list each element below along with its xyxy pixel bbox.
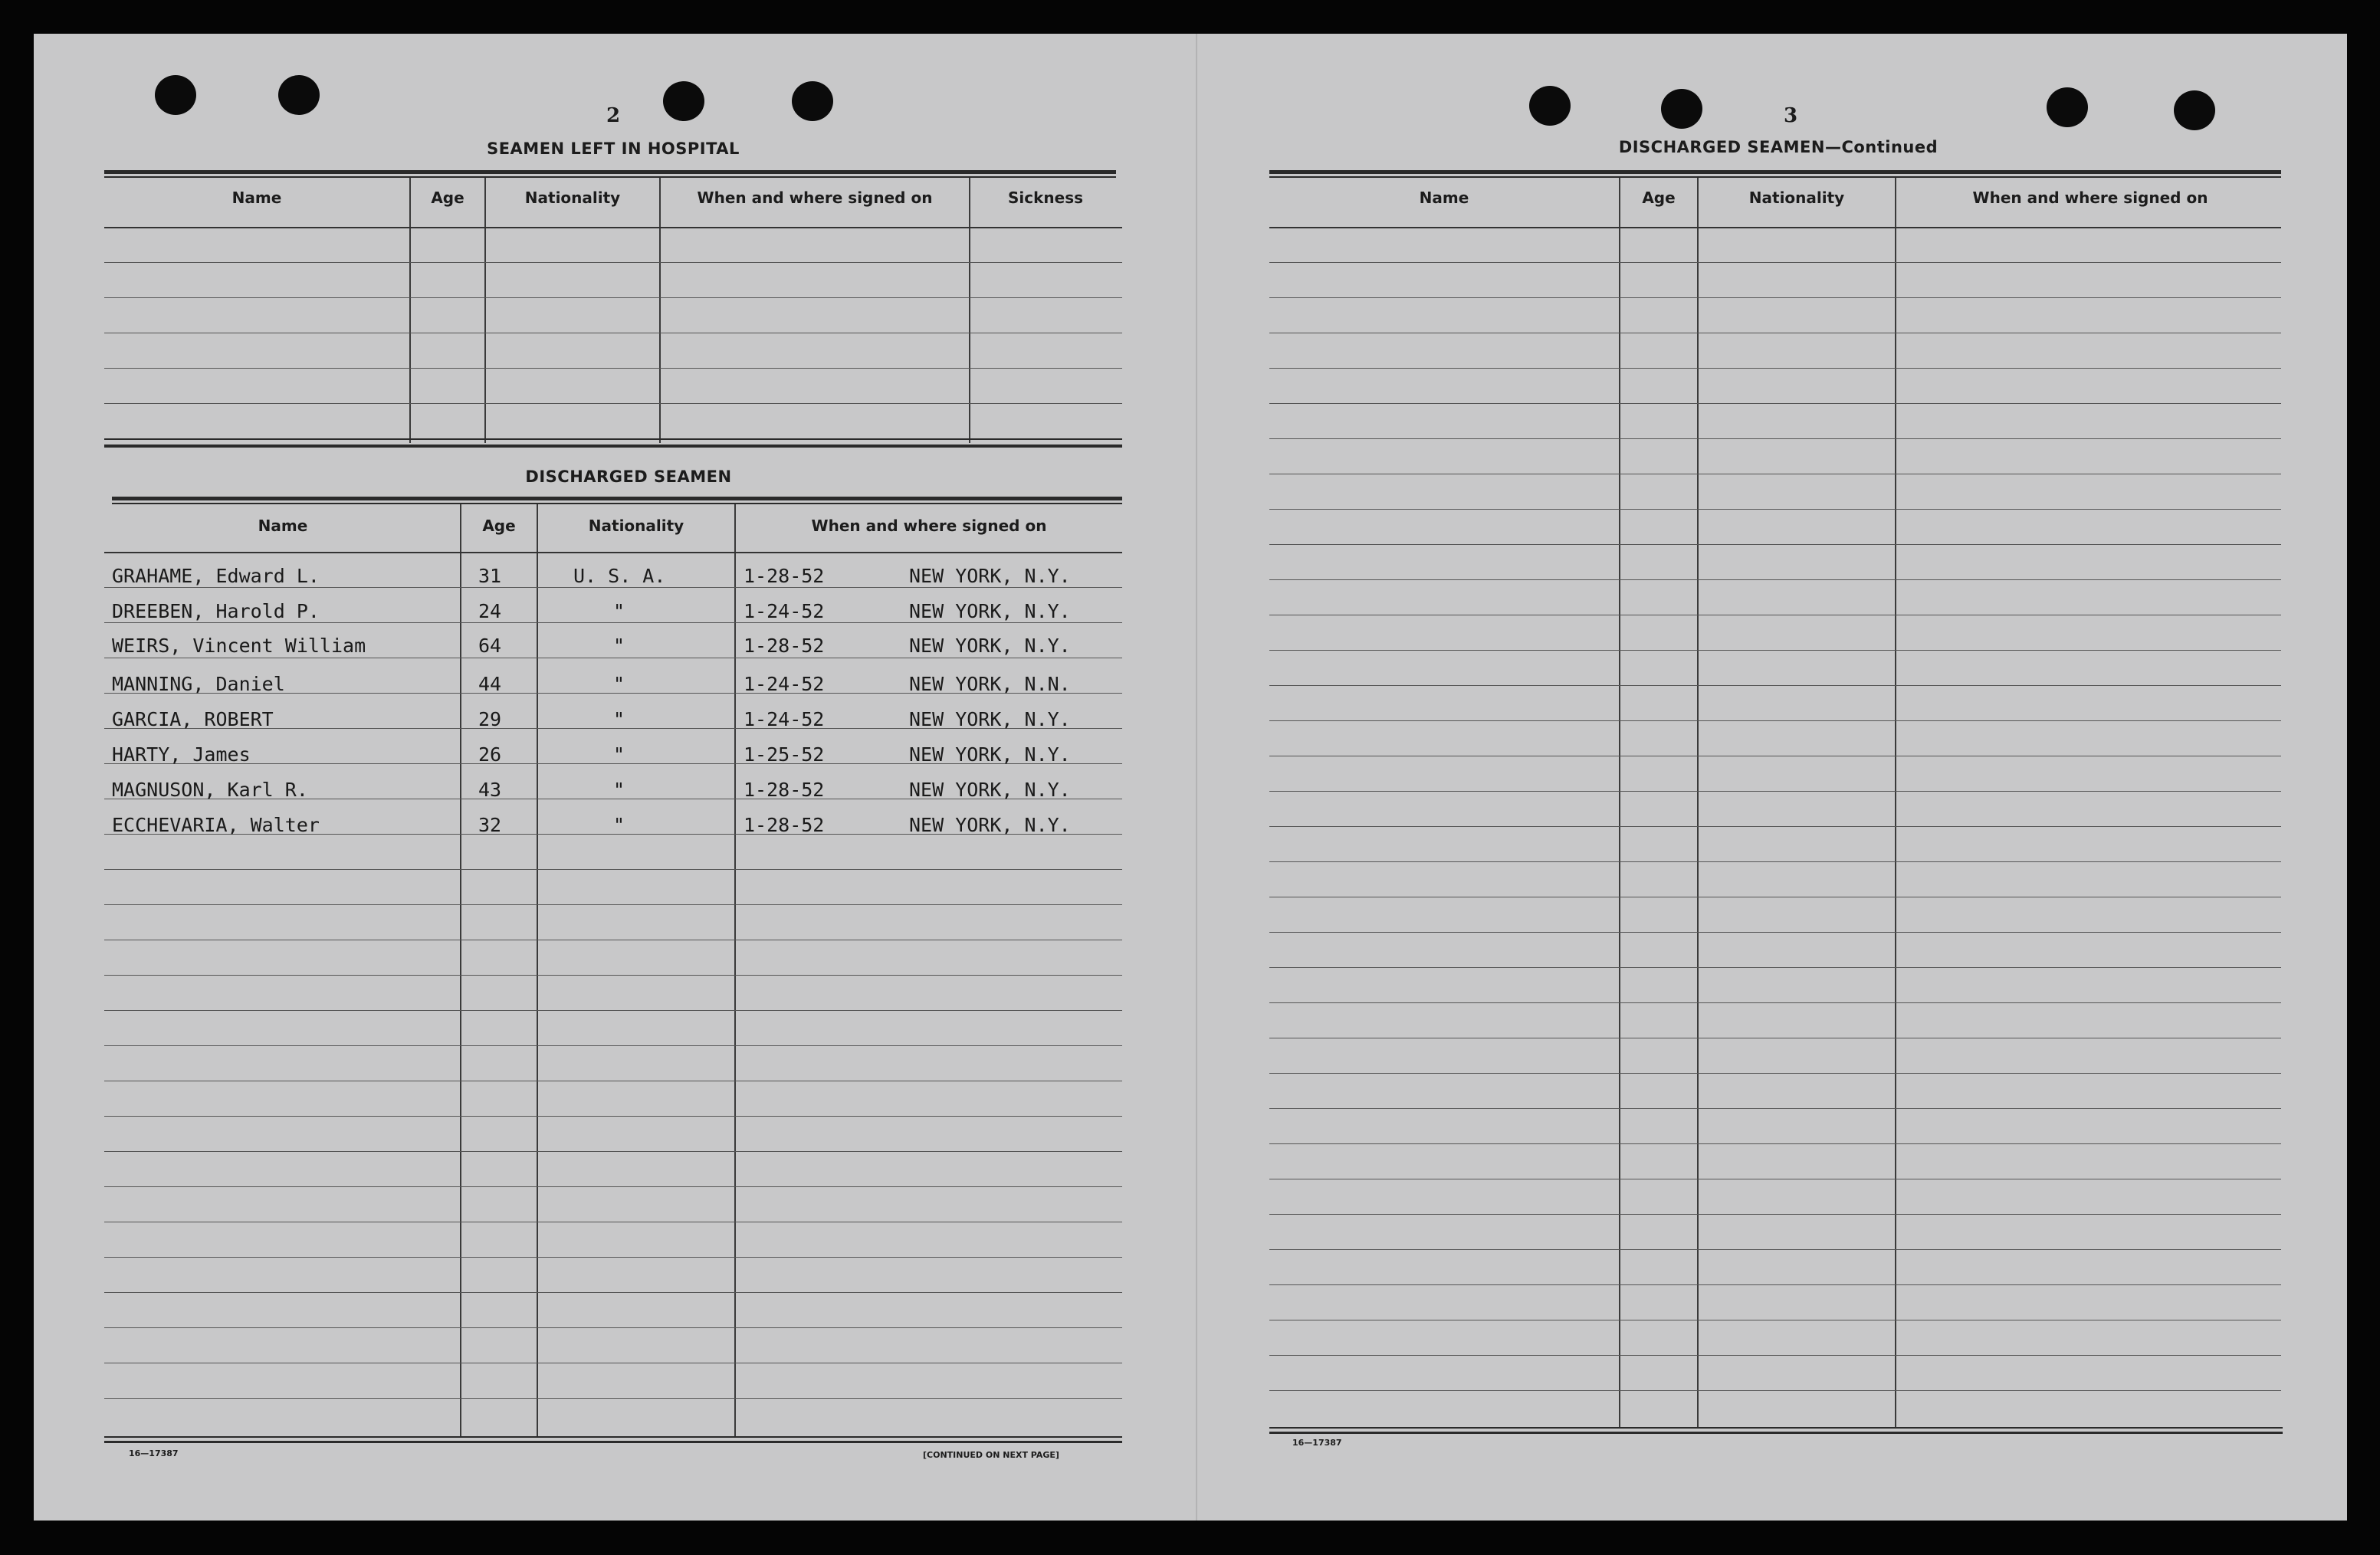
header-when-where: When and where signed on (1972, 189, 2208, 207)
column-divider (1619, 178, 1620, 1429)
punch-hole (1529, 86, 1571, 126)
nationality-cell: " (613, 779, 625, 801)
table-top-rule (104, 170, 1116, 174)
row-rule (104, 587, 1122, 588)
age-cell: 64 (478, 635, 502, 657)
row-rule (1269, 262, 2281, 263)
row-rule (1269, 1143, 2281, 1144)
date-cell: 1-28-52 (744, 635, 825, 657)
page-number: 2 (606, 104, 621, 127)
row-rule (104, 1257, 1122, 1258)
header-when-where: When and where signed on (811, 517, 1047, 535)
table-bottom-rule-thick (104, 445, 1122, 448)
header-name: Name (258, 517, 308, 535)
nationality-cell: U. S. A. (573, 565, 666, 587)
table-top-rule-thin (104, 176, 1116, 178)
punch-hole (792, 81, 833, 121)
age-cell: 24 (478, 600, 502, 622)
row-rule (1269, 1214, 2281, 1215)
nationality-cell: " (613, 635, 625, 657)
place-cell: NEW YORK, N.Y. (909, 708, 1071, 730)
row-rule (104, 227, 1122, 228)
discharged-section-title: DISCHARGED SEAMEN (525, 467, 732, 486)
name-cell: MAGNUSON, Karl R. (112, 779, 308, 801)
header-age: Age (431, 189, 465, 207)
row-rule (1269, 1284, 2281, 1285)
row-rule (104, 297, 1122, 298)
row-rule (1269, 1002, 2281, 1003)
header-age: Age (1642, 189, 1676, 207)
name-cell: GARCIA, ROBERT (112, 708, 274, 730)
age-cell: 31 (478, 565, 502, 587)
row-rule (1269, 1390, 2281, 1391)
date-cell: 1-28-52 (744, 565, 825, 587)
row-rule (1269, 368, 2281, 369)
column-divider (734, 504, 736, 1438)
row-rule (104, 1398, 1122, 1399)
header-nationality: Nationality (524, 189, 621, 207)
row-rule (1269, 403, 2281, 404)
row-rule (104, 975, 1122, 976)
row-rule (1269, 861, 2281, 862)
row-rule (1269, 932, 2281, 933)
nationality-cell: " (613, 743, 625, 766)
row-rule (1269, 826, 2281, 827)
row-rule (1269, 720, 2281, 721)
age-cell: 43 (478, 779, 502, 801)
date-cell: 1-24-52 (744, 708, 825, 730)
punch-hole (2174, 90, 2215, 130)
column-divider (537, 504, 538, 1438)
punch-hole (155, 75, 196, 115)
date-cell: 1-24-52 (744, 600, 825, 622)
row-rule (104, 1186, 1122, 1187)
date-cell: 1-28-52 (744, 779, 825, 801)
row-rule (1269, 685, 2281, 686)
place-cell: NEW YORK, N.Y. (909, 600, 1071, 622)
row-rule (1269, 438, 2281, 439)
table-top-rule (112, 497, 1122, 500)
header-name: Name (231, 189, 282, 207)
continued-note: [CONTINUED ON NEXT PAGE] (923, 1450, 1059, 1460)
name-cell: GRAHAME, Edward L. (112, 565, 320, 587)
name-cell: WEIRS, Vincent William (112, 635, 366, 657)
date-cell: 1-24-52 (744, 673, 825, 695)
place-cell: NEW YORK, N.Y. (909, 565, 1071, 587)
row-rule (1269, 791, 2281, 792)
row-rule (1269, 967, 2281, 968)
row-rule (1269, 509, 2281, 510)
header-sickness: Sickness (1007, 189, 1084, 207)
row-rule (1269, 579, 2281, 580)
place-cell: NEW YORK, N.N. (909, 673, 1071, 695)
age-cell: 32 (478, 814, 502, 836)
header-nationality: Nationality (588, 517, 684, 535)
row-rule (104, 869, 1122, 870)
name-cell: HARTY, James (112, 743, 251, 766)
header-nationality: Nationality (1748, 189, 1845, 207)
row-rule (104, 1045, 1122, 1046)
column-divider (460, 504, 461, 1438)
row-rule (104, 904, 1122, 905)
hospital-section-title: SEAMEN LEFT IN HOSPITAL (487, 139, 740, 158)
form-number: 16—17387 (1292, 1438, 1342, 1448)
row-rule (104, 368, 1122, 369)
row-rule (104, 403, 1122, 404)
column-divider (1895, 178, 1896, 1429)
row-rule (104, 1010, 1122, 1011)
header-age: Age (482, 517, 516, 535)
document-sheet (34, 34, 2347, 1521)
row-rule (104, 262, 1122, 263)
nationality-cell: " (613, 673, 625, 695)
column-divider (1697, 178, 1699, 1429)
row-rule (104, 552, 1122, 553)
punch-hole (663, 81, 704, 121)
row-rule (104, 622, 1122, 623)
nationality-cell: " (613, 708, 625, 730)
page-number: 3 (1783, 104, 1798, 127)
discharged-continued-title: DISCHARGED SEAMEN—Continued (1618, 138, 1938, 156)
header-name: Name (1419, 189, 1469, 207)
row-rule (104, 1116, 1122, 1117)
row-rule (1269, 1073, 2281, 1074)
header-when-where: When and where signed on (697, 189, 933, 207)
row-rule (104, 1151, 1122, 1152)
table-bottom-rule (104, 438, 1122, 440)
age-cell: 26 (478, 743, 502, 766)
row-rule (1269, 544, 2281, 545)
place-cell: NEW YORK, N.Y. (909, 743, 1071, 766)
row-rule (1269, 227, 2281, 228)
table-bottom-rule-thick (1269, 1432, 2283, 1434)
row-rule (104, 1292, 1122, 1293)
table-bottom-rule (104, 1436, 1122, 1438)
row-rule (1269, 1249, 2281, 1250)
table-top-rule-thin (1269, 176, 2281, 178)
name-cell: MANNING, Daniel (112, 673, 285, 695)
place-cell: NEW YORK, N.Y. (909, 779, 1071, 801)
name-cell: DREEBEN, Harold P. (112, 600, 320, 622)
row-rule (1269, 297, 2281, 298)
date-cell: 1-28-52 (744, 814, 825, 836)
place-cell: NEW YORK, N.Y. (909, 814, 1071, 836)
table-top-rule-thin (112, 503, 1122, 504)
form-number: 16—17387 (129, 1448, 179, 1458)
row-rule (104, 1327, 1122, 1328)
date-cell: 1-25-52 (744, 743, 825, 766)
punch-hole (278, 75, 320, 115)
nationality-cell: " (613, 600, 625, 622)
punch-hole (1661, 89, 1702, 129)
table-bottom-rule-thick (104, 1441, 1122, 1443)
place-cell: NEW YORK, N.Y. (909, 635, 1071, 657)
table-bottom-rule (1269, 1427, 2283, 1429)
page-fold (1196, 34, 1197, 1521)
row-rule (1269, 650, 2281, 651)
row-rule (1269, 1355, 2281, 1356)
name-cell: ECCHEVARIA, Walter (112, 814, 320, 836)
age-cell: 44 (478, 673, 502, 695)
age-cell: 29 (478, 708, 502, 730)
punch-hole (2047, 87, 2088, 127)
table-top-rule (1269, 170, 2281, 174)
row-rule (1269, 1108, 2281, 1109)
nationality-cell: " (613, 814, 625, 836)
